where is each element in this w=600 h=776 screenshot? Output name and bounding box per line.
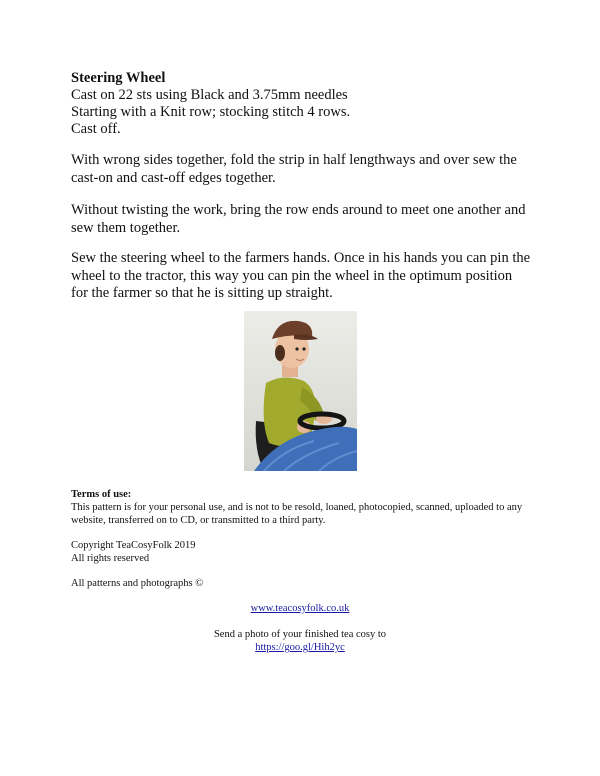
- instruction-line: Starting with a Knit row; stocking stitch 4 rows.: [71, 104, 351, 120]
- patterns-note: All patterns and photographs ©: [71, 578, 204, 589]
- website-link[interactable]: www.teacosyfolk.co.uk: [250, 603, 350, 614]
- rights-line: All rights reserved: [71, 553, 150, 564]
- photo-link-row: [0, 641, 600, 654]
- photo-share-link[interactable]: https://goo.gl/Hih2yc: [255, 642, 345, 653]
- copyright-line: Copyright TeaCosyFolk 2019: [71, 540, 196, 551]
- terms-text: This pattern is for your personal use, and is not to be resold, loaned, photocopied, scanned, uploaded to any website, transferred on to CD, or transmitted to a third party.: [71, 502, 523, 526]
- section-heading: Steering Wheel: [71, 70, 166, 86]
- terms-block: [71, 488, 541, 527]
- website-row: [0, 602, 600, 615]
- paragraph-fold: With wrong sides together, fold the strip in half lengthways and over sew the cast-on and cast-off edges together.: [71, 152, 517, 186]
- terms-title: Terms of use:: [71, 489, 132, 500]
- instruction-line: Cast off.: [71, 121, 121, 137]
- paragraph-join: Without twisting the work, bring the row ends around to meet one another and sew them together.: [71, 202, 526, 236]
- instruction-line: Cast on 22 sts using Black and 3.75mm needles: [71, 87, 348, 103]
- send-photo-text: Send a photo of your finished tea cosy to: [213, 629, 387, 640]
- paragraph-attach: Sew the steering wheel to the farmers hands. Once in his hands you can pin the wheel to the tractor, this way you can pin the wheel in the optimum position for the farmer so that he is sitting up straight.: [71, 250, 531, 301]
- farmer-photo: [244, 311, 357, 471]
